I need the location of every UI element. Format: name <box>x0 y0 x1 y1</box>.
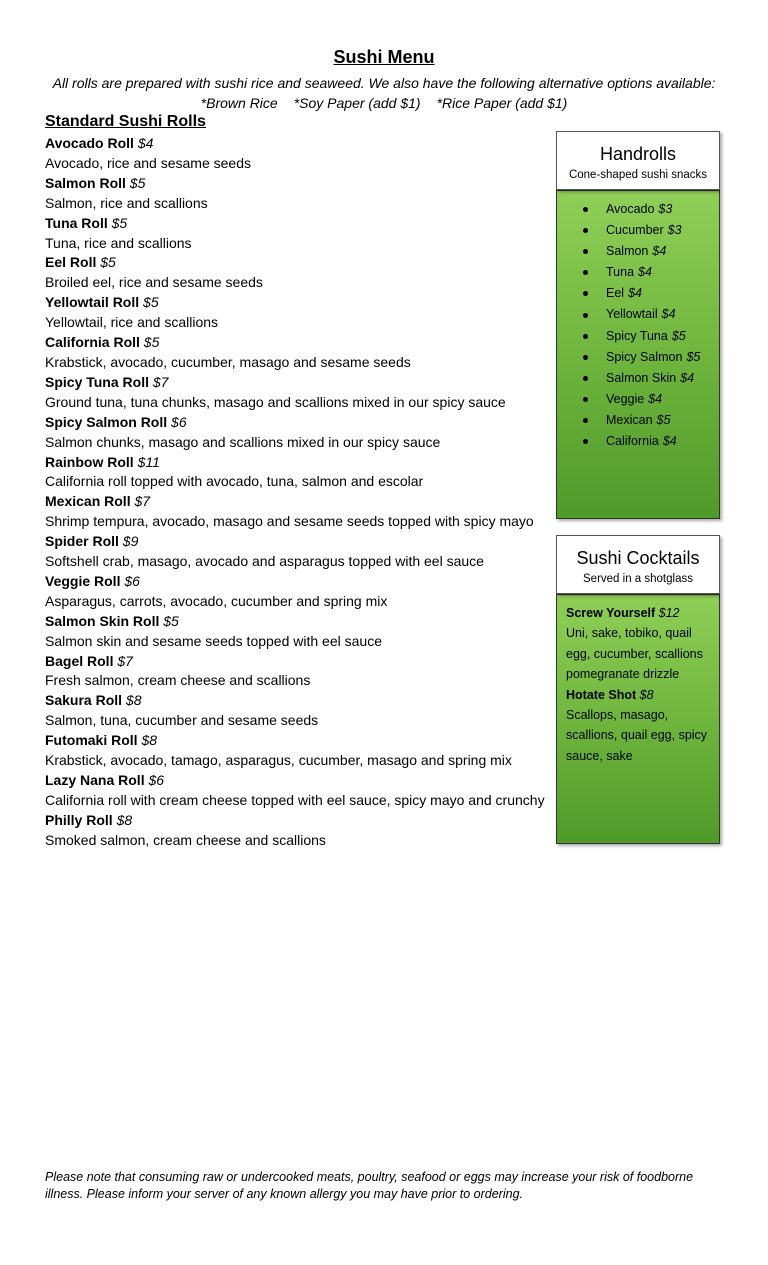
roll-description: Avocado, rice and sesame seeds <box>45 154 251 171</box>
handrolls-list <box>557 191 719 452</box>
roll-description: Salmon skin and sesame seeds topped with eel sauce <box>45 632 382 649</box>
handroll-price: $4 <box>662 434 677 449</box>
roll-name: Spicy Tuna Roll <box>45 373 149 390</box>
roll-item <box>45 811 545 851</box>
roll-item <box>45 492 545 532</box>
handroll-price: $4 <box>680 370 695 385</box>
handroll-price: $4 <box>661 307 676 322</box>
roll-item <box>45 771 545 811</box>
cocktails-header <box>556 535 720 594</box>
roll-description: Fresh salmon, cream cheese and scallions <box>45 672 311 689</box>
roll-price: $5 <box>143 334 160 351</box>
roll-price: $8 <box>141 732 158 749</box>
roll-item <box>45 691 545 731</box>
handrolls-header <box>556 131 720 190</box>
roll-item <box>45 373 545 413</box>
handroll-item <box>583 262 719 283</box>
allergy-note: Please note that consuming raw or undercooked meats, poultry, seafood or eggs may increase your risk of foodborne illness. Please inform your server of any known allergy you may have prior to ordering. <box>45 1170 694 1201</box>
roll-description: California roll topped with avocado, tuna, salmon and escolar <box>45 473 424 490</box>
roll-item <box>45 333 545 373</box>
roll-title-line <box>45 214 545 234</box>
roll-title-line <box>45 691 545 711</box>
roll-price: $6 <box>171 413 187 430</box>
bullet-icon <box>583 249 588 254</box>
roll-description: California roll with cream cheese topped with eel sauce, spicy mayo and crunchy <box>45 791 545 808</box>
handroll-price: $3 <box>658 202 673 216</box>
bullet-icon <box>583 334 588 339</box>
roll-title-line <box>45 453 545 473</box>
roll-item <box>45 413 545 453</box>
roll-title-line <box>45 413 545 433</box>
roll-name: Bagel Roll <box>45 652 114 669</box>
handroll-price: $3 <box>667 223 682 238</box>
roll-title-line <box>45 731 545 751</box>
handroll-item <box>583 410 719 431</box>
roll-name: Rainbow Roll <box>45 453 134 470</box>
roll-description: Ground tuna, tuna chunks, masago and scallions mixed in our spicy sauce <box>45 393 506 410</box>
handroll-price: $4 <box>648 391 663 406</box>
roll-description: Salmon chunks, masago and scallions mixed in our spicy sauce <box>45 433 441 450</box>
roll-title-line <box>45 492 545 512</box>
roll-name: Sakura Roll <box>45 692 123 709</box>
handroll-name: Salmon <box>606 244 649 259</box>
handroll-name: Eel <box>606 286 625 301</box>
cocktail-title-line <box>566 603 711 623</box>
standard-rolls-heading: Standard Sushi Rolls <box>45 113 206 130</box>
roll-item <box>45 214 545 254</box>
cocktails-list <box>557 595 719 766</box>
cocktail-name: Hotate Shot <box>566 687 637 702</box>
intro-block <box>0 73 768 113</box>
roll-item <box>45 731 545 771</box>
bullet-icon <box>583 439 588 444</box>
roll-description: Softshell crab, masago, avocado and asparagus topped with eel sauce <box>45 553 484 570</box>
handroll-item <box>583 431 719 452</box>
handroll-price: $5 <box>671 328 686 343</box>
bullet-icon <box>583 376 588 381</box>
roll-title-line <box>45 174 545 194</box>
bullet-icon <box>583 207 588 212</box>
cocktail-name: Screw Yourself <box>566 606 656 620</box>
roll-name: Futomaki Roll <box>45 732 138 749</box>
handroll-name: Veggie <box>606 391 645 406</box>
roll-title-line <box>45 373 545 393</box>
roll-price: $5 <box>163 612 179 629</box>
roll-name: Yellowtail Roll <box>45 294 140 311</box>
roll-description: Broiled eel, rice and sesame seeds <box>45 274 263 291</box>
roll-price: $4 <box>137 135 154 151</box>
roll-item <box>45 253 545 293</box>
handrolls-panel <box>556 131 720 519</box>
roll-item <box>45 134 545 174</box>
roll-price: $5 <box>111 214 128 231</box>
roll-description: Salmon, rice and scallions <box>45 194 208 211</box>
handrolls-title: Handrolls <box>599 144 677 164</box>
handroll-item <box>583 304 719 325</box>
roll-description: Asparagus, carrots, avocado, cucumber and spring mix <box>45 592 388 609</box>
cocktails-subtitle: Served in a shotglass <box>583 573 693 585</box>
handroll-price: $4 <box>638 265 652 280</box>
handroll-item <box>583 389 719 410</box>
handroll-name: Avocado <box>606 202 655 216</box>
roll-title-line <box>45 134 545 154</box>
cocktails-title: Sushi Cocktails <box>576 548 700 568</box>
roll-item <box>45 453 545 493</box>
roll-name: Spider Roll <box>45 533 119 550</box>
standard-rolls-list <box>45 134 545 851</box>
roll-title-line <box>45 811 545 831</box>
cocktail-price: $12 <box>658 606 680 620</box>
roll-name: Mexican Roll <box>45 493 131 510</box>
roll-title-line <box>45 771 545 791</box>
bullet-icon <box>583 397 588 402</box>
roll-item <box>45 612 545 652</box>
cocktail-item <box>566 685 711 767</box>
handroll-item <box>583 368 719 389</box>
roll-price: $7 <box>152 373 169 390</box>
roll-title-line <box>45 333 545 353</box>
roll-name: Tuna Roll <box>45 214 108 231</box>
roll-description: Salmon, tuna, cucumber and sesame seeds <box>45 712 319 729</box>
roll-description: Smoked salmon, cream cheese and scallions <box>45 831 326 848</box>
handroll-name: California <box>606 434 659 449</box>
roll-item <box>45 572 545 612</box>
roll-description: Krabstick, avocado, cucumber, masago and sesame seeds <box>45 353 411 370</box>
bullet-icon <box>583 313 588 318</box>
roll-name: Spicy Salmon Roll <box>45 413 168 430</box>
roll-item <box>45 174 545 214</box>
handroll-item <box>583 241 719 262</box>
roll-title-line <box>45 652 545 672</box>
option-brown-rice: *Brown Rice <box>200 95 278 111</box>
intro-text: All rolls are prepared with sushi rice and seaweed. We also have the following alternative options available: <box>52 75 716 91</box>
roll-description: Yellowtail, rice and scallions <box>45 314 219 331</box>
handroll-item <box>583 220 719 241</box>
cocktail-item <box>566 603 711 685</box>
roll-title-line <box>45 293 545 313</box>
roll-title-line <box>45 572 545 592</box>
roll-price: $6 <box>148 772 165 788</box>
roll-price: $9 <box>122 533 139 550</box>
cocktail-price: $8 <box>639 687 654 702</box>
handroll-name: Spicy Tuna <box>606 328 668 343</box>
roll-price: $5 <box>100 254 116 271</box>
roll-item <box>45 532 545 572</box>
bullet-icon <box>583 291 588 296</box>
roll-name: Avocado Roll <box>45 135 134 151</box>
roll-price: $8 <box>116 811 133 828</box>
roll-price: $8 <box>125 692 142 709</box>
bullet-icon <box>583 228 588 233</box>
handroll-name: Yellowtail <box>606 307 658 322</box>
handroll-name: Spicy Salmon <box>606 349 683 364</box>
roll-name: California Roll <box>45 334 140 351</box>
roll-price: $6 <box>124 572 140 589</box>
handroll-name: Salmon Skin <box>606 370 677 385</box>
roll-price: $7 <box>117 652 133 669</box>
alternative-options <box>0 93 768 113</box>
roll-name: Philly Roll <box>45 811 113 828</box>
handroll-name: Tuna <box>606 265 635 280</box>
roll-price: $11 <box>137 453 160 470</box>
option-rice-paper: *Rice Paper (add $1) <box>436 95 568 111</box>
bullet-icon <box>583 418 588 423</box>
handroll-item <box>583 199 719 220</box>
roll-price: $7 <box>134 493 151 510</box>
handroll-item <box>583 283 719 304</box>
handrolls-body <box>556 190 720 519</box>
roll-price: $5 <box>129 174 146 191</box>
roll-description: Shrimp tempura, avocado, masago and sesame seeds topped with spicy mayo <box>45 513 534 530</box>
bullet-icon <box>583 355 588 360</box>
roll-item <box>45 293 545 333</box>
roll-name: Lazy Nana Roll <box>45 772 145 788</box>
handroll-price: $5 <box>686 349 701 364</box>
roll-title-line <box>45 532 545 552</box>
roll-name: Veggie Roll <box>45 572 121 589</box>
roll-title-line <box>45 612 545 632</box>
roll-description: Krabstick, avocado, tamago, asparagus, cucumber, masago and spring mix <box>45 752 512 769</box>
cocktails-panel <box>556 535 720 844</box>
roll-name: Eel Roll <box>45 254 97 271</box>
handroll-item <box>583 326 719 347</box>
roll-description: Tuna, rice and scallions <box>45 234 192 251</box>
cocktail-description: Uni, sake, tobiko, quail egg, cucumber, scallions pomegranate drizzle <box>566 626 703 682</box>
handroll-price: $4 <box>652 244 667 259</box>
roll-item <box>45 652 545 692</box>
cocktails-body <box>556 594 720 844</box>
option-soy-paper: *Soy Paper (add $1) <box>293 95 421 111</box>
handroll-name: Cucumber <box>606 223 664 238</box>
cocktail-description: Scallops, masago, scallions, quail egg, spicy sauce, sake <box>566 708 708 763</box>
roll-price: $5 <box>143 294 159 311</box>
page-title: Sushi Menu <box>333 47 435 67</box>
cocktail-title-line <box>566 685 711 705</box>
handroll-price: $5 <box>656 412 671 427</box>
roll-name: Salmon Roll <box>45 174 126 191</box>
roll-title-line <box>45 253 545 273</box>
handroll-item <box>583 347 719 368</box>
roll-name: Salmon Skin Roll <box>45 612 160 629</box>
handrolls-subtitle: Cone-shaped sushi snacks <box>568 169 708 181</box>
bullet-icon <box>583 270 588 275</box>
handroll-price: $4 <box>628 286 642 301</box>
handroll-name: Mexican <box>606 412 653 427</box>
